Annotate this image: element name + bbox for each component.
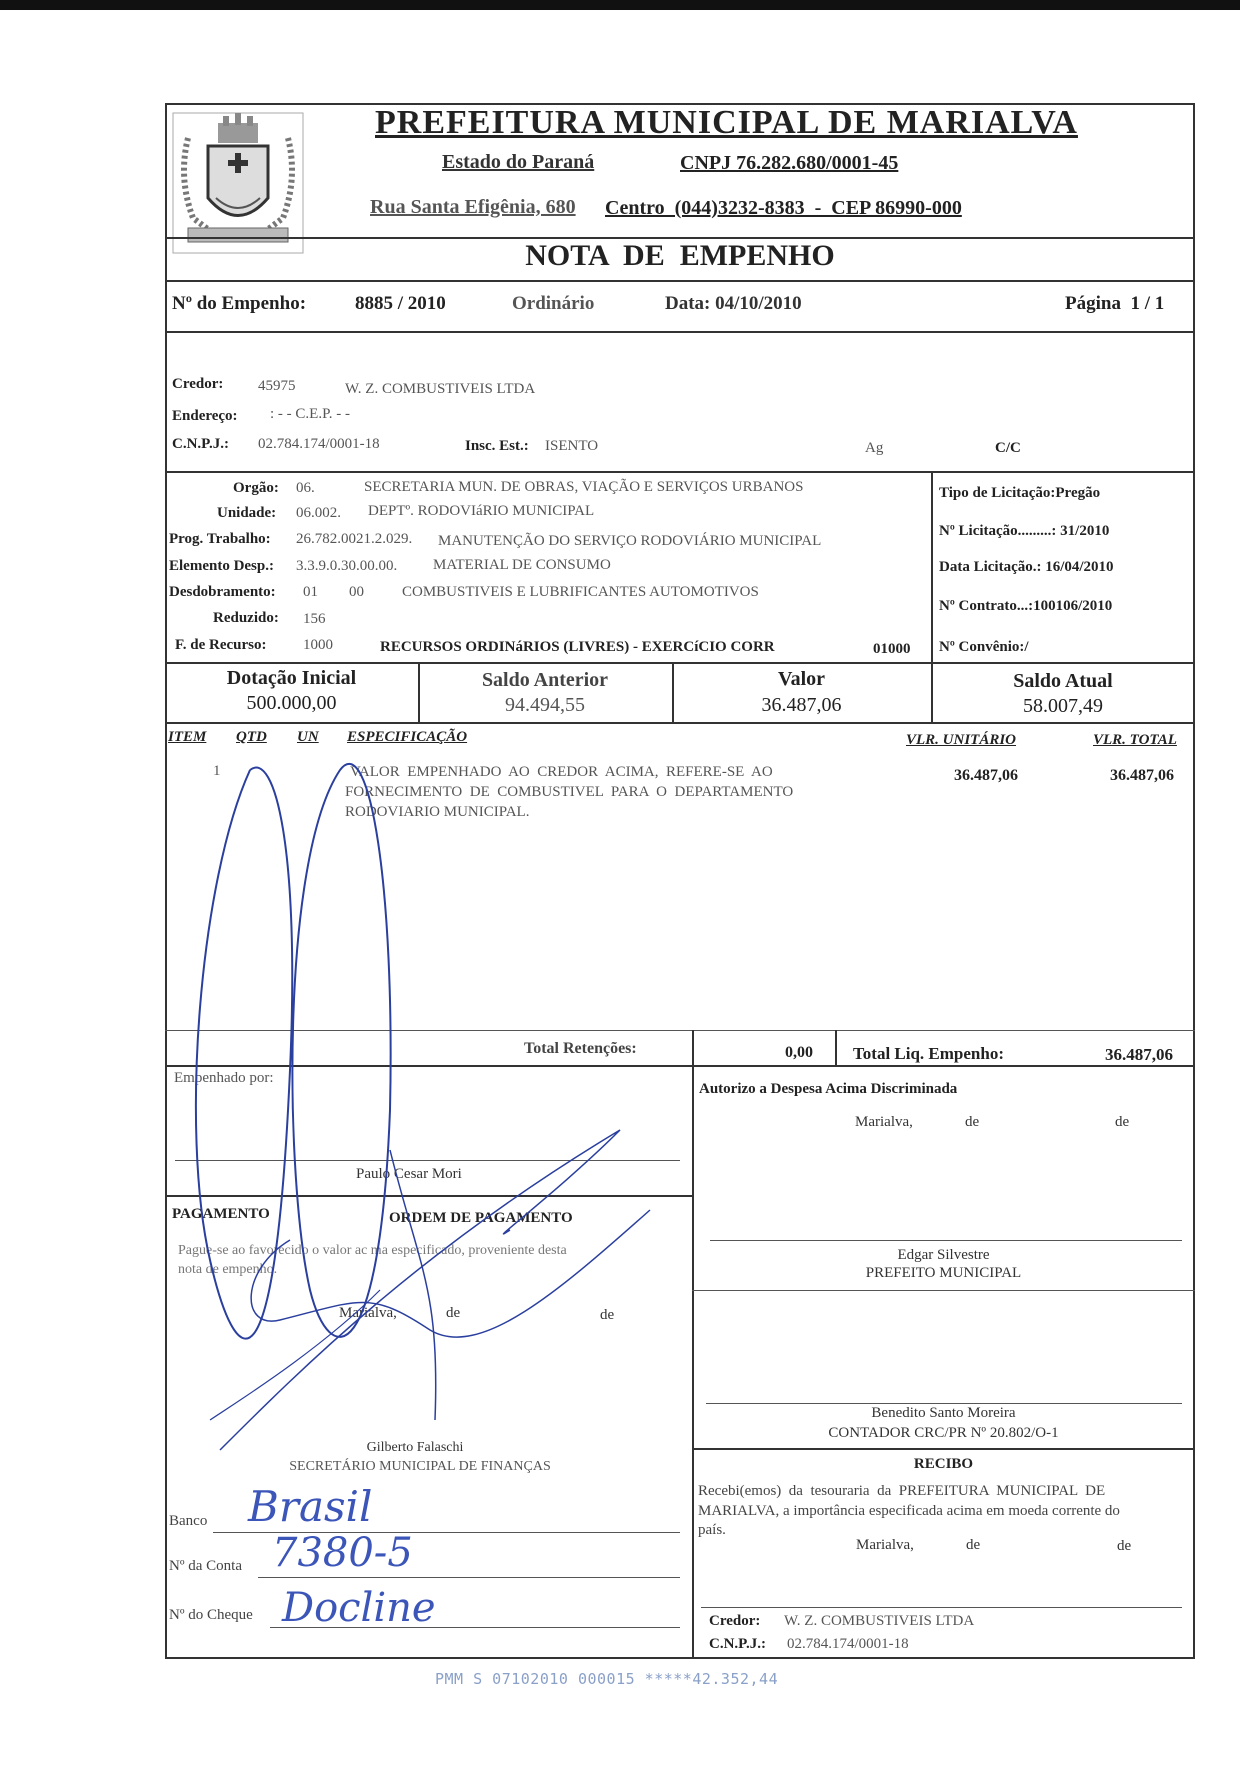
cheque-label: Nº do Cheque [169,1607,253,1623]
col-vlr-unitario: VLR. UNITÁRIO [906,732,1017,748]
orgao-desc: SECRETARIA MUN. DE OBRAS, VIAÇÃO E SERVIÇOS URBANOS [364,479,804,495]
signature-line [710,1240,1182,1241]
dotacao-label: Dotação Inicial [226,667,357,689]
banco-label: Banco [169,1513,208,1529]
divider [931,471,933,662]
recibo-de1: de [966,1537,981,1553]
orgao-value: 06. [296,480,315,496]
item-total-value: 36.487,06 [1110,767,1174,784]
conta-label: Nº da Conta [169,1558,242,1574]
recibo-cnpj: 02.784.174/0001-18 [787,1636,909,1652]
pagamento-de1: de [446,1305,461,1321]
divider [692,1065,694,1659]
scan-top-edge [0,0,1240,10]
page-number: Página 1 / 1 [1065,293,1165,314]
recibo-cnpj-label: C.N.P.J.: [709,1636,766,1652]
empenho-date: Data: 04/10/2010 [665,293,802,314]
desdobramento-b: 00 [349,584,364,600]
col-un: UN [297,729,319,745]
secretario-name: Gilberto Falaschi [366,1440,464,1455]
conta-corrente-label: C/C [995,440,1021,456]
insc-label: Insc. Est.: [465,438,529,454]
numero-licitacao: Nº Licitação.........: 31/2010 [939,523,1110,539]
unidade-label: Unidade: [217,505,277,521]
endereco-label: Endereço: [172,408,238,424]
divider [165,471,1195,473]
divider [165,331,1195,333]
prog-label: Prog. Trabalho: [169,531,271,547]
desdobramento-desc: COMBUSTIVEIS E LUBRIFICANTES AUTOMOTIVOS [402,584,759,600]
divider [701,1607,1182,1608]
contador-name: Benedito Santo Moreira [871,1405,1016,1421]
pagamento-de2: de [600,1307,615,1323]
col-qtd: QTD [236,729,267,745]
authentication-stamp: PMM S 07102010 000015 *****42.352,44 [435,1670,779,1688]
saldo-atual-label: Saldo Atual [1013,670,1113,692]
empenho-num-label: Nº do Empenho: [172,293,307,314]
autorizo-de2: de [1115,1114,1130,1130]
divider [692,1030,694,1065]
elemento-value: 3.3.9.0.30.00.00. [296,558,398,574]
liquido-label: Total Liq. Empenho: [853,1044,1004,1063]
col-item: ITEM [168,729,207,745]
cnpj-prefeitura: CNPJ 76.282.680/0001-45 [680,152,899,174]
divider [165,280,1195,282]
field-line [258,1577,680,1578]
empenho-type: Ordinário [512,293,595,314]
reduzido-value: 156 [303,611,326,627]
empenhado-label: Empenhado por: [174,1070,274,1086]
item-spec-line: VALOR EMPENHADO AO CREDOR ACIMA, REFERE-SE AO [350,764,773,780]
saldo-anterior-label: Saldo Anterior [481,669,609,691]
divider [692,1290,1195,1291]
recurso-code: 01000 [873,641,911,657]
divider [165,662,1195,664]
autorizo-city: Marialva, [855,1114,913,1130]
cnpj-credor-label: C.N.P.J.: [172,436,229,452]
agencia-label: Ag [865,440,884,456]
data-licitacao: Data Licitação.: 16/04/2010 [939,559,1114,575]
reduzido-label: Reduzido: [213,610,279,626]
estado: Estado do Paraná [442,151,595,173]
numero-convenio: Nº Convênio:/ [939,639,1029,655]
secretario-role: SECRETÁRIO MUNICIPAL DE FINANÇAS [289,1459,551,1474]
dotacao-value: 500.000,00 [246,692,337,714]
divider [165,722,1195,724]
recibo-credor: W. Z. COMBUSTIVEIS LTDA [784,1613,975,1629]
divider [835,1030,837,1065]
valor-label: Valor [777,668,826,690]
prefeito-role: PREFEITO MUNICIPAL [865,1265,1022,1281]
recibo-credor-label: Credor: [709,1613,761,1629]
saldo-anterior-value: 94.494,55 [505,694,585,716]
recibo-text: MARIALVA, a importância especificada acima em moeda corrente do [698,1503,1120,1519]
col-vlr-total: VLR. TOTAL [1093,732,1177,748]
conta-handwriting: 7380-5 [272,1530,413,1576]
orgao-label: Orgão: [233,480,279,496]
contador-role: CONTADOR CRC/PR Nº 20.802/O-1 [828,1425,1059,1441]
item-spec-line: RODOVIARIO MUNICIPAL. [345,804,530,820]
coat-of-arms-logo [168,108,308,258]
saldo-atual-value: 58.007,49 [1023,695,1103,717]
prog-desc: MANUTENÇÃO DO SERVIÇO RODOVIÁRIO MUNICIPAL [438,533,822,549]
retencoes-value: 0,00 [785,1044,813,1061]
elemento-desc: MATERIAL DE CONSUMO [433,557,611,573]
numero-contrato: Nº Contrato...:100106/2010 [939,598,1113,614]
pagamento-city: Marialva, [339,1305,397,1321]
pagamento-text: Pague-se ao favorecido o valor ac ma especificado, proveniente desta [178,1243,567,1258]
autorizo-label: Autorizo a Despesa Acima Discriminada [699,1081,958,1097]
credor-label: Credor: [172,376,224,392]
prefeitura-title: PREFEITURA MUNICIPAL DE MARIALVA [375,104,1078,141]
pagamento-label: PAGAMENTO [172,1206,270,1222]
liquido-value: 36.487,06 [1105,1045,1173,1064]
credor-code: 45975 [258,378,296,394]
elemento-label: Elemento Desp.: [169,558,274,574]
credor-name: W. Z. COMBUSTIVEIS LTDA [345,381,536,397]
empenhado-signer: Paulo Cesar Mori [356,1166,462,1182]
insc-value: ISENTO [545,438,599,454]
valor-value: 36.487,06 [761,694,842,716]
endereco-centro: Centro (044)3232-8383 - CEP 86990-000 [605,197,962,219]
endereco-value: : - - C.E.P. - - [270,406,350,422]
desdobramento-label: Desdobramento: [169,584,276,600]
recibo-city: Marialva, [856,1537,914,1553]
cnpj-credor: 02.784.174/0001-18 [258,436,380,452]
unidade-value: 06.002. [296,505,341,521]
pagamento-text: nota de empenho. [178,1262,278,1277]
recibo-title: RECIBO [913,1456,974,1472]
endereco-rua: Rua Santa Efigênia, 680 [370,196,576,218]
recurso-label: F. de Recurso: [175,637,267,653]
prog-value: 26.782.0021.2.029. [296,531,413,547]
ordem-pagamento: ORDEM DE PAGAMENTO [389,1210,573,1226]
banco-handwriting: Brasil [248,1482,373,1531]
recibo-text: Recebi(emos) da tesouraria da PREFEITURA MUNICIPAL DE [698,1483,1106,1499]
divider [692,1448,1195,1450]
cheque-handwriting: Docline [282,1585,436,1631]
item-number: 1 [213,763,221,779]
signature-scribble [180,730,680,1490]
prefeito-name: Edgar Silvestre [897,1247,990,1263]
col-especificacao: ESPECIFICAÇÃO [347,729,468,745]
unidade-desc: DEPTº. RODOVIáRIO MUNICIPAL [368,503,595,519]
item-unit-value: 36.487,06 [954,767,1018,784]
retencoes-label: Total Retenções: [524,1040,637,1057]
tipo-licitacao: Tipo de Licitação:Pregão [939,485,1101,501]
nota-title: NOTA DE EMPENHO [525,239,835,272]
recibo-de2: de [1117,1538,1132,1554]
recurso-value: 1000 [303,637,333,653]
recibo-text: país. [698,1522,726,1538]
recurso-desc: RECURSOS ORDINáRIOS (LIVRES) - EXERCíCIO CORR [380,639,775,655]
signature-line [706,1403,1182,1404]
autorizo-de1: de [965,1114,980,1130]
desdobramento-a: 01 [303,584,318,600]
empenho-num: 8885 / 2010 [355,293,446,314]
item-spec-line: FORNECIMENTO DE COMBUSTIVEL PARA O DEPARTAMENTO [345,784,794,800]
